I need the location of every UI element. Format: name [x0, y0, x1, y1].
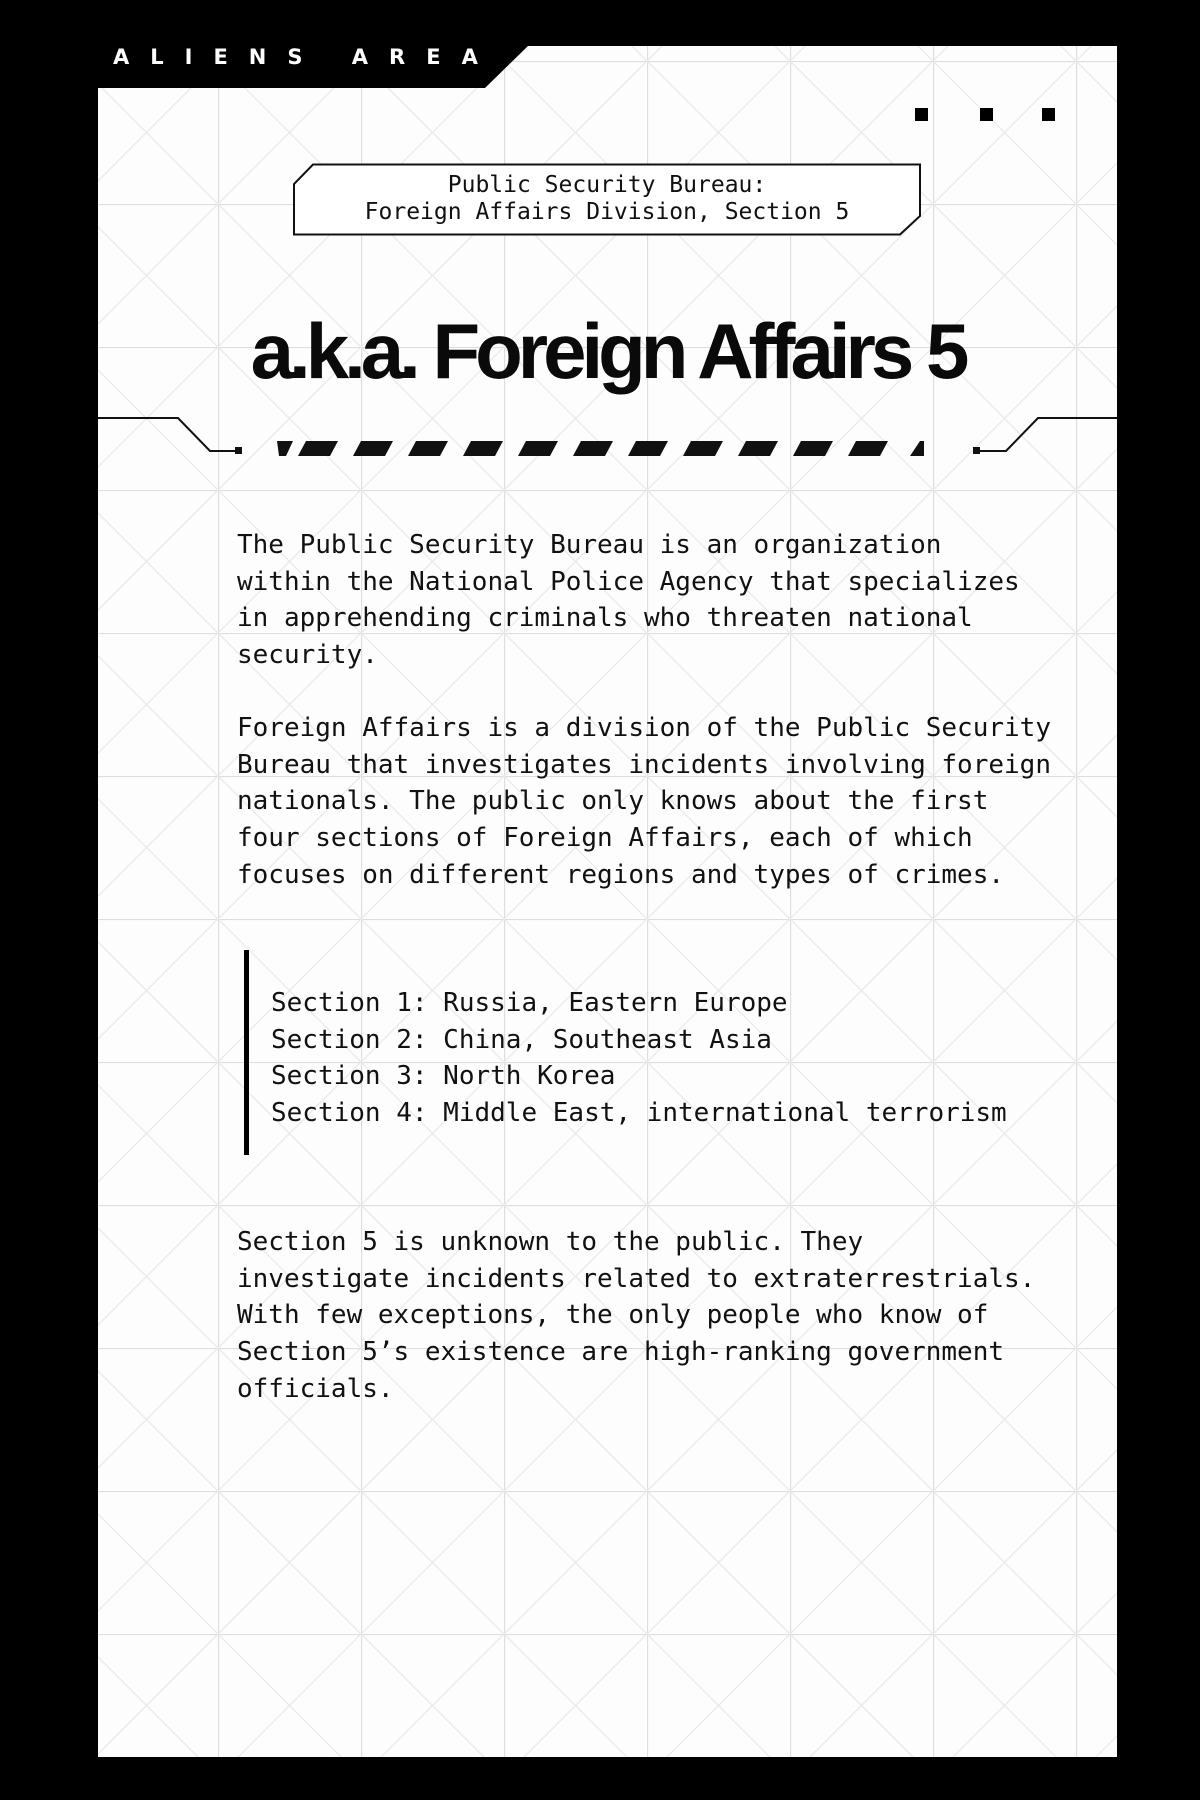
bureau-line-2: Foreign Affairs Division, Section 5: [364, 199, 850, 225]
paragraph-section-5: Section 5 is unknown to the public. They investigate incidents related to extraterrestrials. With few exceptions, the only people who know of Section 5’s existence are high-ranking government officials.: [237, 1227, 1036, 1404]
page-title: a.k.a. Foreign Affairs 5: [250, 307, 965, 395]
paragraph-intro: The Public Security Bureau is an organization within the National Police Agency that specializes in apprehending criminals who threaten national security.: [237, 530, 1020, 671]
paragraph-foreign-affairs: Foreign Affairs is a division of the Public Security Bureau that investigates incidents involving foreign nationals. The public only knows about the first four sections of Foreign Affairs, each of which focuses on different regions and types of crimes.: [237, 713, 1051, 890]
bureau-heading: [293, 172, 921, 226]
square-icon: [980, 108, 993, 121]
decorative-squares: [915, 108, 1065, 122]
list-item: Section 4: Middle East, international terrorism: [271, 1098, 1007, 1129]
bureau-line-1: Public Security Bureau:: [447, 172, 767, 198]
hazard-stripes: [277, 441, 924, 456]
grid-paper-panel: [98, 46, 1117, 1757]
list-item: Section 1: Russia, Eastern Europe: [271, 988, 788, 1018]
square-icon: [915, 108, 928, 121]
sections-block: [244, 950, 1064, 1155]
hazard-divider: [98, 410, 1117, 460]
bureau-box: [293, 163, 921, 236]
square-icon: [1042, 108, 1055, 121]
sections-bar: [244, 950, 249, 1155]
sections-list: [271, 985, 1007, 1132]
list-item: Section 3: North Korea: [271, 1061, 616, 1092]
header-label: ALIENS AREA: [113, 45, 499, 69]
list-item: Section 2: China, Southeast Asia: [271, 1024, 772, 1055]
